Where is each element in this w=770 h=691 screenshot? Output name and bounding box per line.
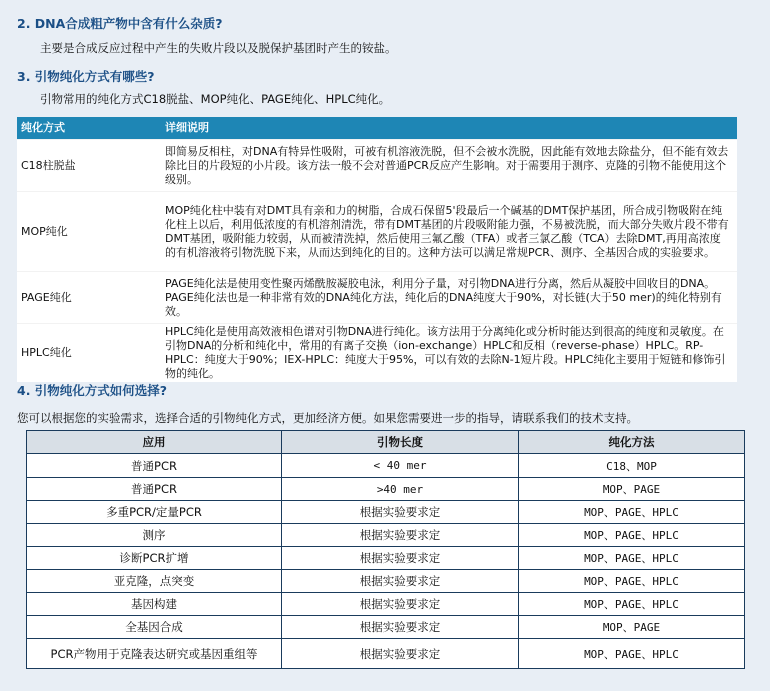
method-description: HPLC纯化是使用高效液相色谱对引物DNA进行纯化。该方法用于分离纯化或分析时能达到很高的纯度和灵敏度。在引物DNA的分析和纯化中，常用的有离子交换（ion-exchange）HPLC和反相（reverse-phase）HPLC。RP- HPLC：纯度大于90%；IEX-HPLC：纯度大于95%，可以有效的去除N-1短片段。HPLC纯化主要用于短链和修饰引物的纯化。 [161, 324, 737, 383]
table-row [27, 454, 745, 478]
cell-purification-method: MOP、PAGE、HPLC [519, 593, 745, 616]
header-purification-method: 纯化方法 [519, 431, 745, 454]
table-header-row [27, 431, 745, 454]
table-row [27, 593, 745, 616]
cell-purification-method: MOP、PAGE、HPLC [519, 501, 745, 524]
selection-guide-table [26, 430, 745, 669]
section-body-q4: 您可以根据您的实验需求，选择合适的引物纯化方式，更加经济方便。如果您需要进一步的指导，请联系我们的技术支持。 [17, 411, 638, 425]
section-title-q2: 2. DNA合成粗产物中含有什么杂质? [17, 16, 223, 31]
section-body-q2: 主要是合成反应过程中产生的失败片段以及脱保护基团时产生的铵盐。 [40, 41, 397, 55]
header-application: 应用 [27, 431, 282, 454]
table-row [17, 192, 737, 272]
section-body-q3: 引物常用的纯化方式C18脱盐、MOP纯化、PAGE纯化、HPLC纯化。 [40, 92, 391, 106]
section-title-q3: 3. 引物纯化方式有哪些? [17, 69, 155, 84]
cell-purification-method: MOP、PAGE、HPLC [519, 639, 745, 669]
cell-primer-length: 根据实验要求定 [282, 547, 519, 570]
header-method: 纯化方式 [17, 117, 161, 140]
cell-primer-length: >40 mer [282, 478, 519, 501]
header-primer-length: 引物长度 [282, 431, 519, 454]
cell-primer-length: < 40 mer [282, 454, 519, 478]
cell-primer-length: 根据实验要求定 [282, 639, 519, 669]
cell-primer-length: 根据实验要求定 [282, 570, 519, 593]
table-row [27, 639, 745, 669]
table-row [17, 272, 737, 324]
cell-purification-method: MOP、PAGE [519, 478, 745, 501]
cell-application: 全基因合成 [27, 616, 282, 639]
purification-methods-table [17, 117, 737, 382]
cell-application: 诊断PCR扩增 [27, 547, 282, 570]
cell-application: 多重PCR/定量PCR [27, 501, 282, 524]
table-row [17, 140, 737, 192]
cell-purification-method: MOP、PAGE [519, 616, 745, 639]
cell-purification-method: MOP、PAGE、HPLC [519, 570, 745, 593]
table-row [27, 524, 745, 547]
cell-application: 普通PCR [27, 454, 282, 478]
table-row [27, 478, 745, 501]
cell-purification-method: C18、MOP [519, 454, 745, 478]
table-row [17, 324, 737, 383]
method-name: HPLC纯化 [17, 324, 161, 383]
cell-purification-method: MOP、PAGE、HPLC [519, 524, 745, 547]
header-description: 详细说明 [161, 117, 737, 140]
cell-application: 普通PCR [27, 478, 282, 501]
cell-application: 测序 [27, 524, 282, 547]
table-header-row [17, 117, 737, 140]
method-description: PAGE纯化法是使用变性聚丙烯酰胺凝胶电泳，利用分子量，对引物DNA进行分离，然后从凝胶中回收目的DNA。PAGE纯化法也是一种非常有效的DNA纯化方法，纯化后的DNA纯度大于90%，对长链(大于50 mer)的纯化特别有效。 [161, 272, 737, 324]
cell-primer-length: 根据实验要求定 [282, 501, 519, 524]
section-title-q4: 4. 引物纯化方式如何选择? [17, 383, 168, 398]
method-name: C18柱脱盐 [17, 140, 161, 192]
cell-primer-length: 根据实验要求定 [282, 524, 519, 547]
cell-primer-length: 根据实验要求定 [282, 616, 519, 639]
cell-purification-method: MOP、PAGE、HPLC [519, 547, 745, 570]
table-row [27, 501, 745, 524]
cell-application: 基因构建 [27, 593, 282, 616]
table-row [27, 616, 745, 639]
method-name: PAGE纯化 [17, 272, 161, 324]
table-row [27, 570, 745, 593]
method-name: MOP纯化 [17, 192, 161, 272]
cell-application: 亚克隆，点突变 [27, 570, 282, 593]
cell-application: PCR产物用于克隆表达研究或基因重组等 [27, 639, 282, 669]
cell-primer-length: 根据实验要求定 [282, 593, 519, 616]
method-description: MOP纯化柱中装有对DMT具有亲和力的树脂，合成石保留5'段最后一个碱基的DMT保护基团，所合成引物吸附在纯化柱上以后，利用低浓度的有机溶剂清洗，带有DMT基团的片段吸附能力强，不易被洗脱，而大部分失败片段不带有DMT基团，吸附能力较弱，从而被清洗掉，然后使用三氟乙酸（TFA）或者三氯乙酸（TCA）去除DMT,再用高浓度的有机溶液将引物洗脱下来，从而达到纯化的目的。这种方法可以满足常规PCR、测序、全基因合成的实验要求。 [161, 192, 737, 272]
table-row [27, 547, 745, 570]
method-description: 即简易反相柱，对DNA有特异性吸附，可被有机溶液洗脱，但不会被水洗脱，因此能有效地去除盐分，但不能有效去除比目的片段短的小片段。该方法一般不会对普通PCR反应产生影响。对于需要用于测序、克隆的引物不能使用这个级别。 [161, 140, 737, 192]
